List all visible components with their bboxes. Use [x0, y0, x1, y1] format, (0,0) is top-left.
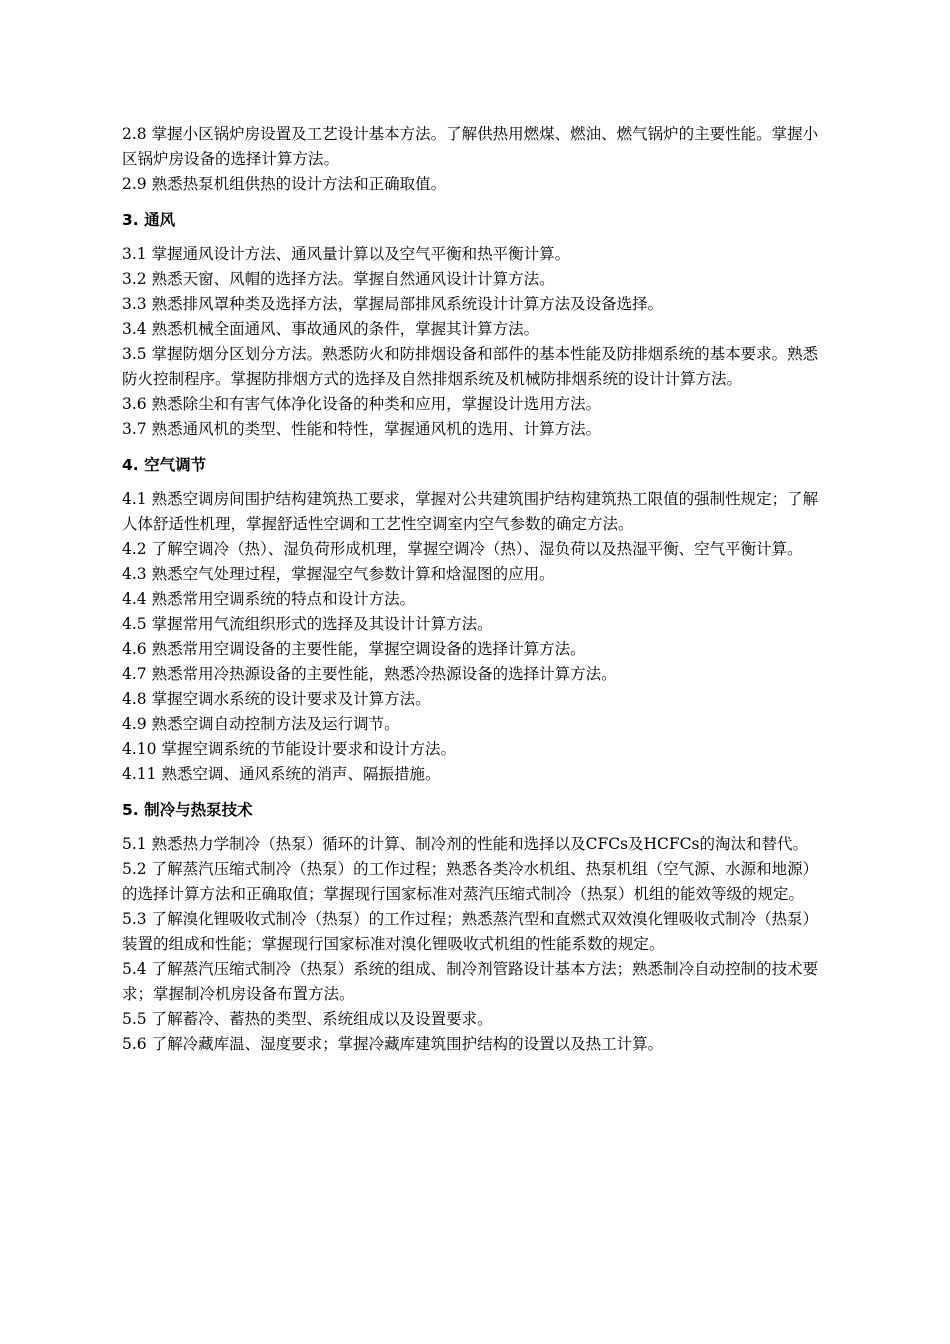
paragraph: 4.11 熟悉空调、通风系统的消声、隔振措施。: [122, 765, 441, 783]
paragraph: 3.2 熟悉天窗、风帽的选择方法。掌握自然通风设计计算方法。: [122, 270, 555, 288]
section-air-conditioning: [122, 453, 832, 787]
paragraph: 4.8 掌握空调水系统的设计要求及计算方法。: [122, 690, 431, 708]
paragraph: 5.2 了解蒸汽压缩式制冷（热泵）的工作过程；熟悉各类冷水机组、热泵机组（空气源、水源和地源）的选择计算方法和正确取值；掌握现行国家标准对蒸汽压缩式制冷（热泵）机组的能效等级的规定。: [122, 860, 819, 903]
section-heading: 5. 制冷与热泵技术: [122, 801, 253, 819]
intro-block: [122, 122, 832, 197]
section-refrigeration: [122, 798, 832, 1057]
paragraph: 3.1 掌握通风设计方法、通风量计算以及空气平衡和热平衡计算。: [122, 245, 571, 263]
section-ventilation: [122, 208, 832, 442]
paragraph: 4.5 掌握常用气流组织形式的选择及其设计计算方法。: [122, 615, 493, 633]
paragraph: 5.5 了解蓄冷、蓄热的类型、系统组成以及设置要求。: [122, 1010, 493, 1028]
paragraph: 4.3 熟悉空气处理过程，掌握湿空气参数计算和焓湿图的应用。: [122, 565, 555, 583]
paragraph: 5.6 了解冷藏库温、湿度要求；掌握冷藏库建筑围护结构的设置以及热工计算。: [122, 1035, 664, 1053]
paragraph: 3.6 熟悉除尘和有害气体净化设备的种类和应用，掌握设计选用方法。: [122, 395, 602, 413]
paragraph: 4.2 了解空调冷（热）、湿负荷形成机理，掌握空调冷（热）、湿负荷以及热湿平衡、空气平衡计算。: [122, 540, 803, 558]
paragraph: 2.9 熟悉热泵机组供热的设计方法和正确取值。: [122, 175, 447, 193]
paragraph: 4.7 熟悉常用冷热源设备的主要性能，熟悉冷热源设备的选择计算方法。: [122, 665, 617, 683]
paragraph: 2.8 掌握小区锅炉房设置及工艺设计基本方法。了解供热用燃煤、燃油、燃气锅炉的主要性能。掌握小区锅炉房设备的选择计算方法。: [122, 125, 819, 168]
paragraph: 4.1 熟悉空调房间围护结构建筑热工要求，掌握对公共建筑围护结构建筑热工限值的强制性规定；了解人体舒适性机理，掌握舒适性空调和工艺性空调室内空气参数的确定方法。: [122, 490, 819, 533]
paragraph: 5.3 了解溴化锂吸收式制冷（热泵）的工作过程；熟悉蒸汽型和直燃式双效溴化锂吸收式制冷（热泵）装置的组成和性能；掌握现行国家标准对溴化锂吸收式机组的性能系数的规定。: [122, 910, 819, 953]
paragraph: 5.1 熟悉热力学制冷（热泵）循环的计算、制冷剂的性能和选择以及CFCs及HCFCs的淘汰和替代。: [122, 835, 808, 853]
paragraph: 3.4 熟悉机械全面通风、事故通风的条件，掌握其计算方法。: [122, 320, 540, 338]
paragraph: 4.9 熟悉空调自动控制方法及运行调节。: [122, 715, 400, 733]
paragraph: 5.4 了解蒸汽压缩式制冷（热泵）系统的组成、制冷剂管路设计基本方法；熟悉制冷自动控制的技术要求；掌握制冷机房设备布置方法。: [122, 960, 819, 1003]
paragraph: 3.3 熟悉排风罩种类及选择方法，掌握局部排风系统设计计算方法及设备选择。: [122, 295, 664, 313]
paragraph: 4.10 掌握空调系统的节能设计要求和设计方法。: [122, 740, 456, 758]
paragraph: 4.6 熟悉常用空调设备的主要性能，掌握空调设备的选择计算方法。: [122, 640, 586, 658]
section-heading: 4. 空气调节: [122, 456, 207, 474]
paragraph: 4.4 熟悉常用空调系统的特点和设计方法。: [122, 590, 416, 608]
paragraph: 3.7 熟悉通风机的类型、性能和特性，掌握通风机的选用、计算方法。: [122, 420, 602, 438]
section-heading: 3. 通风: [122, 211, 176, 229]
paragraph: 3.5 掌握防烟分区划分方法。熟悉防火和防排烟设备和部件的基本性能及防排烟系统的基本要求。熟悉防火控制程序。掌握防排烟方式的选择及自然排烟系统及机械防排烟系统的设计计算方法。: [122, 345, 819, 388]
document-page: [122, 122, 832, 1057]
